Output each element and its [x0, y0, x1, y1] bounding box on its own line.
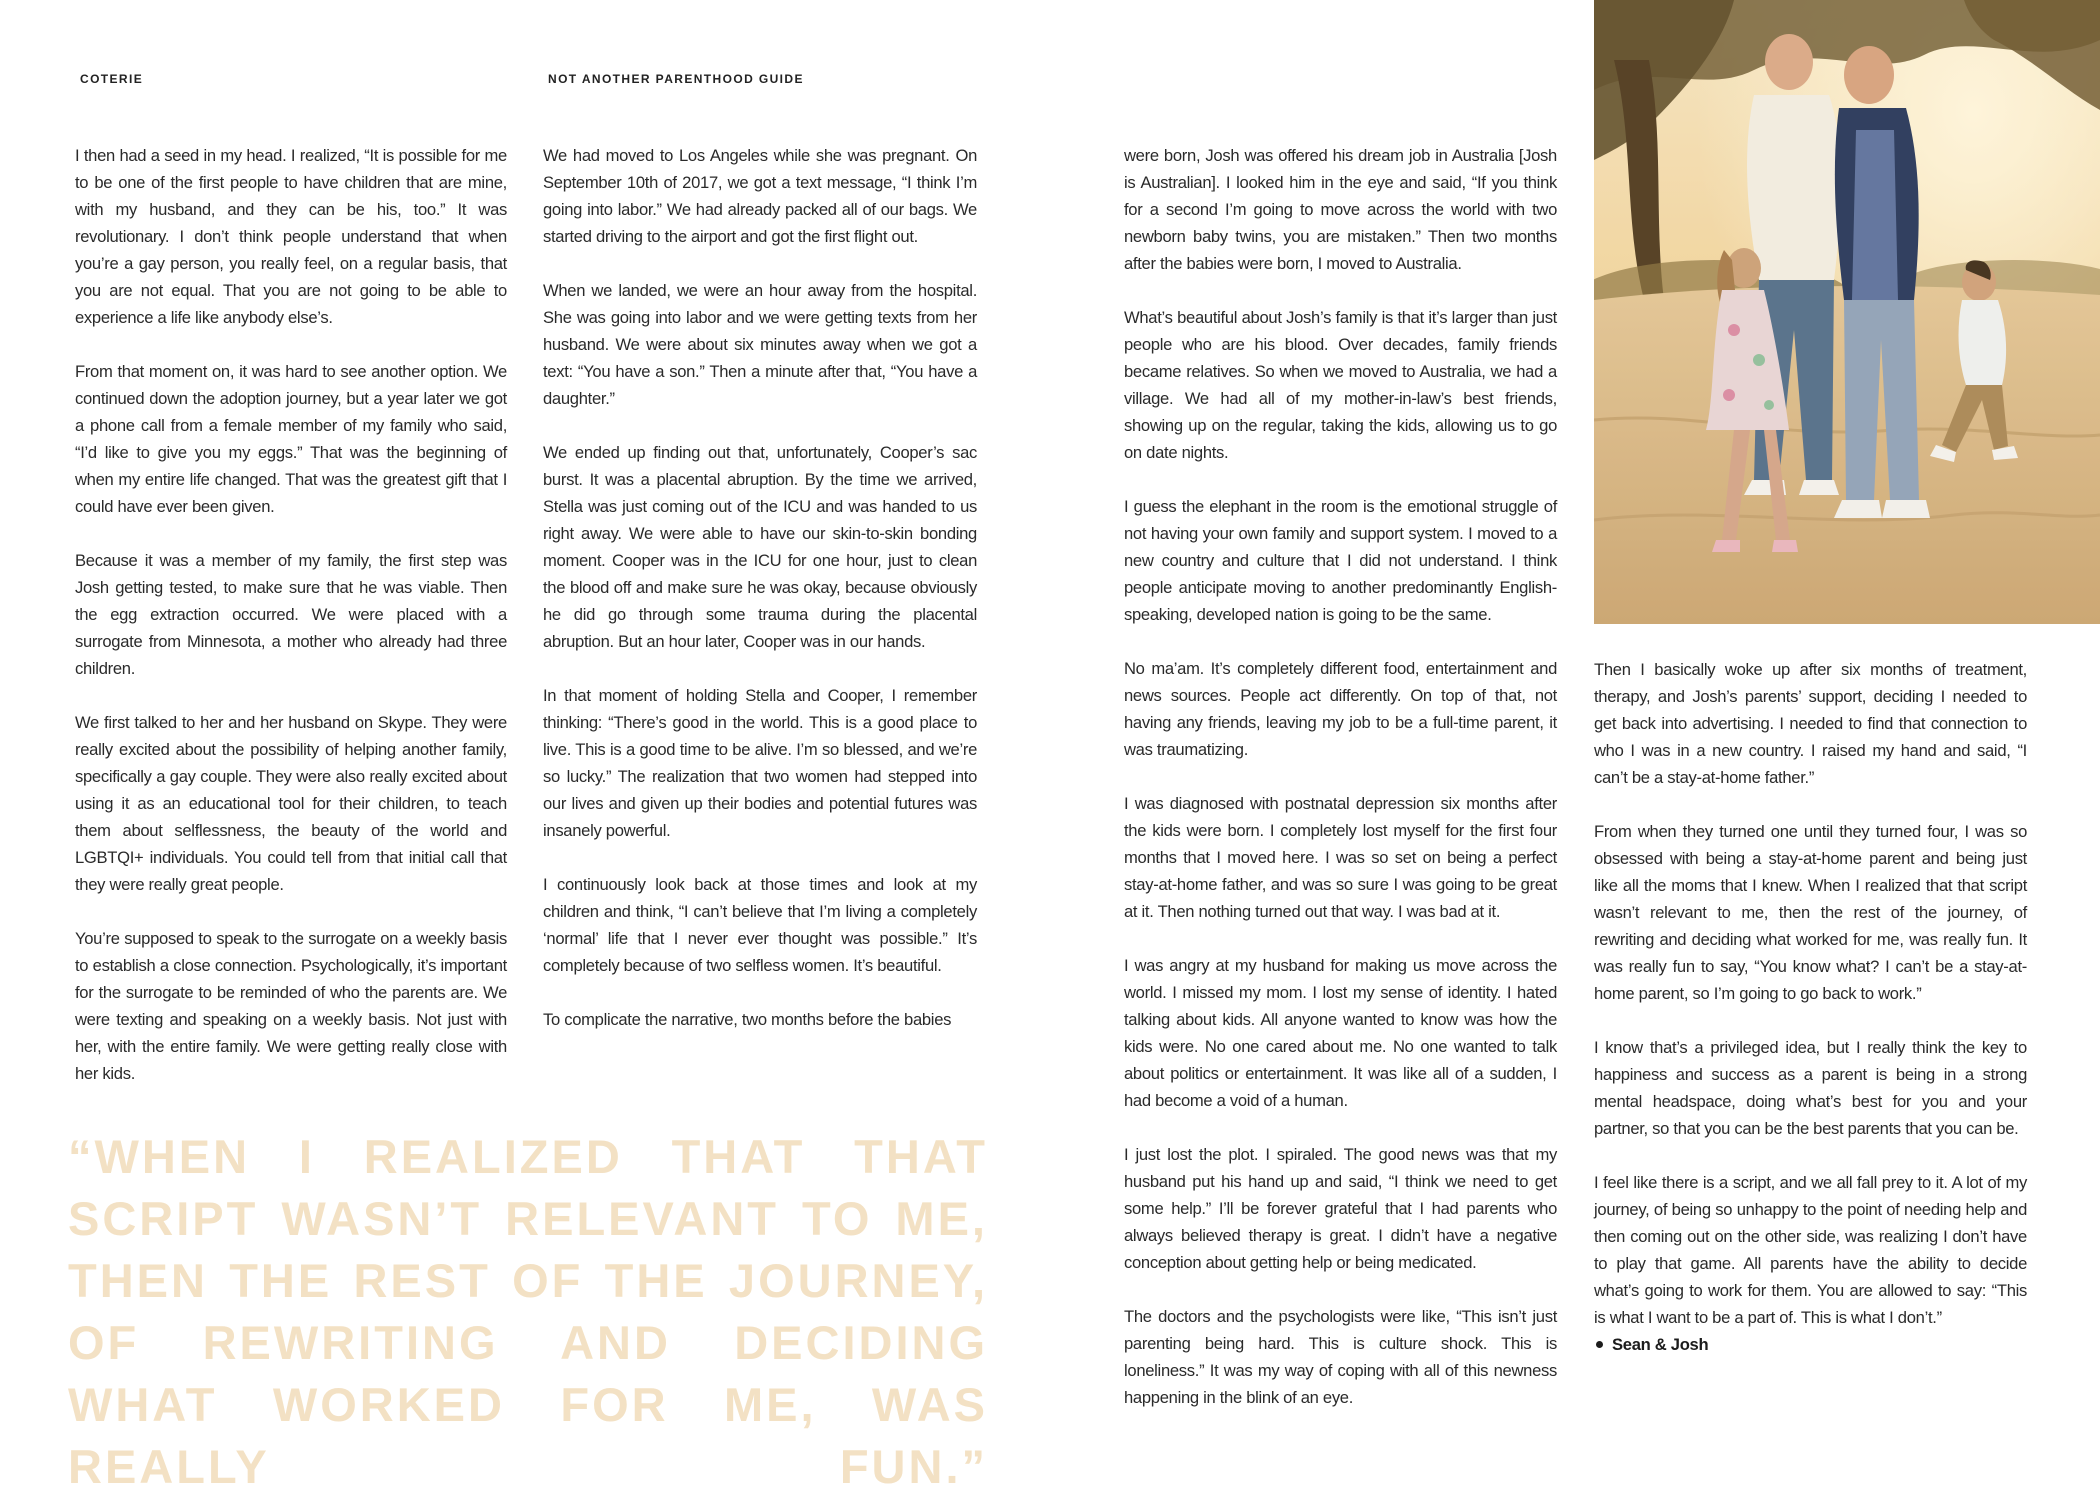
paragraph: From that moment on, it was hard to see another option. We continued down the adoption journey, but a year later we got a phone call from a female member of my family who said, “I’d like to give you my eggs.” That was the beginning of when my entire life changed. That was the greatest gift that I could have ever been given. — [75, 362, 507, 516]
family-photo — [1594, 0, 2100, 624]
paragraph: I know that’s a privileged idea, but I really think the key to happiness and success as a parent is being in a strong mental headspace, doing what’s best for you and your partner, so that you can be the best parents that you can be. — [1594, 1038, 2027, 1138]
paragraph: I guess the elephant in the room is the emotional struggle of not having your own family and support system. I moved to a new country and culture that I did not understand. I think people anticipate moving to another predominantly English-speaking, developed nation is going to be the same. — [1124, 497, 1557, 624]
paragraph: Because it was a member of my family, the first step was Josh getting tested, to make sure that he was viable. Then the egg extraction occurred. We were placed with a surrogate from Minnesota, a mother who already had three children. — [75, 551, 507, 678]
article-column-3 — [1124, 142, 1557, 1411]
paragraph: We first talked to her and her husband on Skype. They were really excited about the possibility of helping another family, specifically a gay couple. They were also really excited about using it as an educational tool for their children, to teach them about selflessness, the beauty of the world and LGBTQI+ individuals. You could tell from that initial call that they were really great people. — [75, 713, 507, 894]
paragraph: To complicate the narrative, two months before the babies — [543, 1010, 952, 1029]
paragraph: We ended up finding out that, unfortunately, Cooper’s sac burst. It was a placental abruption. By the time we arrived, Stella was just coming out of the ICU and was handed to us right away. We were able to have our skin-to-skin bonding moment. Cooper was in the ICU for one hour, just to clean the blood off and make sure he was okay, because obviously he did go through some trauma during the placental abruption. But an hour later, Cooper was in our hands. — [543, 443, 977, 651]
article-column-2 — [543, 142, 977, 1033]
paragraph: I continuously look back at those times and look at my children and think, “I can’t believe that I’m living a completely ‘normal’ life that I never ever thought was possible.” It’s completely because of two selfless women. It’s beautiful. — [543, 875, 977, 975]
paragraph: were born, Josh was offered his dream job in Australia [Josh is Australian]. I looked him in the eye and said, “If you think for a second I’m going to move across the world with two newborn baby twins, you are mistaken.” Then two months after the babies were born, I moved to Australia. — [1124, 146, 1557, 273]
signature-text: Sean & Josh — [1612, 1335, 1709, 1354]
paragraph: I feel like there is a script, and we all fall prey to it. A lot of my journey, of being so unhappy to the point of needing help and then coming out on the other side, was realizing I don’t have to play that game. All parents have the ability to decide what’s going to work for them. You are allowed to say: “This is what I want to be a part of. This is what I don’t.” — [1594, 1173, 2027, 1327]
paragraph: I just lost the plot. I spiraled. The good news was that my husband put his hand up and said, “I think we need to get some help.” I’ll be forever grateful that I had parents who always believed therapy is great. I didn’t have a negative conception about getting help or being medicated. — [1124, 1145, 1557, 1272]
paragraph: No ma’am. It’s completely different food, entertainment and news sources. People act differently. On top of that, not having any friends, leaving my job to be a full-time parent, it was traumatizing. — [1124, 659, 1557, 759]
magazine-name: COTERIE — [80, 72, 144, 86]
pull-quote: “WHEN I REALIZED THAT THAT SCRIPT WASN’T RELEVANT TO ME, THEN THE REST OF THE JOURNEY, OF REWRITING AND DECIDING WHAT WORKED FOR ME, WAS REALLY FUN.” — [68, 1130, 988, 1493]
paragraph: I was angry at my husband for making us move across the world. I missed my mom. I lost my sense of identity. I hated talking about kids. All anyone wanted to know was how the kids were. No one cared about me. No one wanted to talk about politics or entertainment. It was like all of a sudden, I had become a void of a human. — [1124, 956, 1557, 1110]
paragraph: You’re supposed to speak to the surrogate on a weekly basis to establish a close connection. Psychologically, it’s important for the surrogate to be reminded of who the parents are. We were texting and speaking on a weekly basis. Not just with her, with the entire family. We were getting really close with her kids. — [75, 929, 507, 1083]
paragraph: When we landed, we were an hour away from the hospital. She was going into labor and we were getting texts from her husband. We were about six minutes away when we got a text: “You have a son.” Then a minute after that, “You have a daughter.” — [543, 281, 977, 408]
paragraph: In that moment of holding Stella and Cooper, I remember thinking: “There’s good in the world. This is a good place to live. This is a good time to be alive. I’m so blessed, and we’re so lucky.” The realization that two women had stepped into our lives and given up their bodies and potential futures was insanely powerful. — [543, 686, 977, 840]
section-title: NOT ANOTHER PARENTHOOD GUIDE — [548, 72, 804, 86]
article-column-1 — [75, 142, 507, 1087]
paragraph: From when they turned one until they turned four, I was so obsessed with being a stay-at-home parent and being just like all the moms that I knew. When I realized that that script wasn’t relevant to me, then the rest of the journey, of rewriting and deciding what worked for me, was really fun. It was really fun to say, “You know what? I can’t be a stay-at-home parent, so I’m going to go back to work.” — [1594, 822, 2027, 1003]
bullet-icon — [1596, 1341, 1603, 1348]
paragraph: Then I basically woke up after six months of treatment, therapy, and Josh’s parents’ support, deciding I needed to get back into advertising. I needed to find that connection to who I was in a new country. I raised my hand and said, “I can’t be a stay-at-home father.” — [1594, 660, 2027, 787]
paragraph: I was diagnosed with postnatal depression six months after the kids were born. I completely lost myself for the first four months that I moved here. I was so set on being a perfect stay-at-home father, and was so sure I was going to be great at it. Then nothing turned out that way. I was bad at it. — [1124, 794, 1557, 921]
paragraph: I then had a seed in my head. I realized, “It is possible for me to be one of the first people to have children that are mine, with my husband, and they can be his, too.” It was revolutionary. I don’t think people understand that when you’re a gay person, you really feel, on a regular basis, that you are not equal. That you are not going to be able to experience a life like anybody else’s. — [75, 146, 507, 327]
paragraph: We had moved to Los Angeles while she was pregnant. On September 10th of 2017, we got a text message, “I think I’m going into labor.” We had already packed all of our bags. We started driving to the airport and got the first flight out. — [543, 146, 977, 246]
paragraph: What’s beautiful about Josh’s family is that it’s larger than just people who are his blood. Over decades, family friends became relatives. So when we moved to Australia, we had a village. We had all of my mother-in-law’s best friends, showing up on the regular, taking the kids, allowing us to go on date nights. — [1124, 308, 1557, 462]
article-column-4 — [1594, 656, 2027, 1358]
signature — [1594, 1331, 2027, 1358]
paragraph: The doctors and the psychologists were like, “This isn’t just parenting being hard. This is culture shock. This is loneliness.” It was my way of coping with all of this newness happening in the blink of an eye. — [1124, 1307, 1557, 1407]
